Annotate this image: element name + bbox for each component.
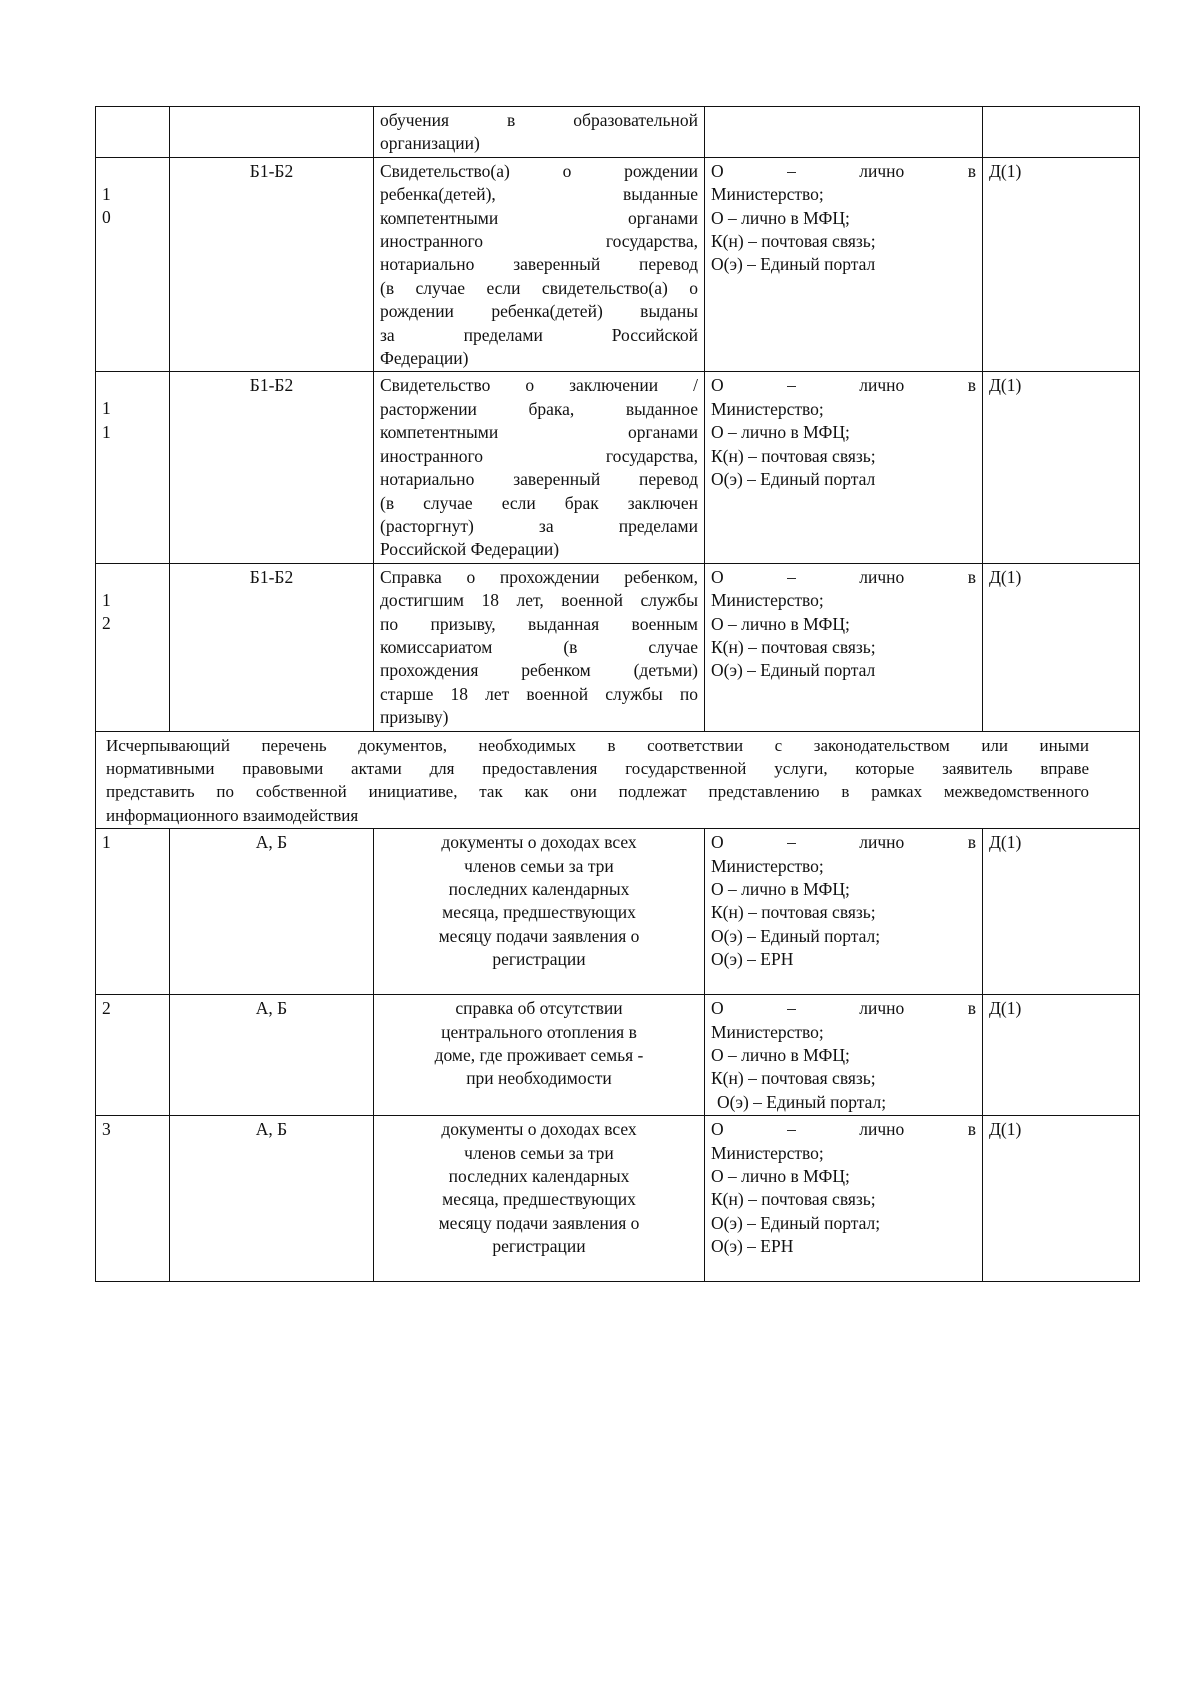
document-line: справка об отсутствии xyxy=(455,998,623,1019)
document-line: прохождения ребенком (детьми) xyxy=(380,660,698,681)
submission-method-line: Министерство; xyxy=(711,1021,824,1042)
table-row xyxy=(96,995,1140,1116)
document-line: членов семьи за три xyxy=(464,855,614,876)
submission-method-line: О(э) – Единый портал; xyxy=(711,925,881,946)
row-number-cell xyxy=(96,563,170,731)
section-header-row xyxy=(96,731,1140,829)
row-number-digit: 1 xyxy=(102,183,111,204)
submission-methods-cell xyxy=(705,563,983,731)
documents-table xyxy=(95,106,1140,1282)
result-cell xyxy=(983,107,1140,158)
section-header-cell xyxy=(96,731,1140,829)
document-line: (расторгнут) за пределами xyxy=(380,515,698,536)
submission-method-line: Министерство; xyxy=(711,398,824,419)
document-line: организации) xyxy=(380,133,480,154)
submission-methods-cell xyxy=(705,1116,983,1282)
document-line: ребенка(детей), выданные xyxy=(380,184,698,205)
document-line: месяцу подачи заявления о xyxy=(438,925,640,946)
section-header-line: информационного взаимодействия xyxy=(106,805,359,825)
document-line: месяца, предшествующих xyxy=(442,902,636,923)
submission-method-line: О – лично в xyxy=(711,998,976,1019)
result-cell: Д(1) xyxy=(983,829,1140,995)
submission-methods-cell xyxy=(705,157,983,372)
document-line: по призыву, выданная военным xyxy=(380,613,698,634)
row-number-cell xyxy=(96,107,170,158)
applicant-category-cell: Б1-Б2 xyxy=(170,372,374,563)
result-cell: Д(1) xyxy=(983,995,1140,1116)
document-line: нотариально заверенный перевод xyxy=(380,254,698,275)
applicant-category-cell: Б1-Б2 xyxy=(170,157,374,372)
submission-method-line: О(э) – Единый портал; xyxy=(717,1091,887,1112)
submission-method-line: К(н) – почтовая связь; xyxy=(711,1068,876,1089)
document-line: достигшим 18 лет, военной службы xyxy=(380,590,698,611)
document-line: компетентными органами xyxy=(380,422,698,443)
document-line: обучения в образовательной xyxy=(380,110,698,130)
table-row xyxy=(96,1116,1140,1282)
document-line: призыву) xyxy=(380,707,449,728)
applicant-category-cell: А, Б xyxy=(170,829,374,995)
document-line: рождении ребенка(детей) выданы xyxy=(380,301,698,322)
table-row xyxy=(96,372,1140,563)
document-line: последних календарных xyxy=(448,1166,630,1187)
submission-methods-cell xyxy=(705,829,983,995)
submission-method-line: О – лично в МФЦ; xyxy=(711,207,850,228)
document-name-cell xyxy=(374,1116,705,1282)
document-line: компетентными органами xyxy=(380,207,698,228)
submission-method-line: О(э) – ЕРН xyxy=(711,949,794,970)
submission-method-line: О – лично в xyxy=(711,1119,976,1140)
document-line: расторжении брака, выданное xyxy=(380,398,698,419)
applicant-category-cell: А, Б xyxy=(170,995,374,1116)
submission-method-line: О – лично в МФЦ; xyxy=(711,879,850,899)
submission-method-line: О(э) – ЕРН xyxy=(711,1236,794,1257)
document-line: иностранного государства, xyxy=(380,231,698,252)
submission-method-line: О(э) – Единый портал; xyxy=(711,1212,881,1233)
document-line: (в случае если брак заключен xyxy=(380,492,698,513)
submission-method-line: О – лично в xyxy=(711,375,976,396)
table-row xyxy=(96,157,1140,372)
result-cell: Д(1) xyxy=(983,563,1140,731)
document-line: Свидетельство(а) о рождении xyxy=(380,160,698,181)
submission-methods-cell xyxy=(705,372,983,563)
row-number-cell: 2 xyxy=(96,995,170,1116)
submission-method-line: О – лично в МФЦ; xyxy=(711,422,850,443)
row-number-digit: 1 xyxy=(102,398,111,419)
row-number-cell: 3 xyxy=(96,1116,170,1282)
document-line: старше 18 лет военной службы по xyxy=(380,683,698,704)
submission-method-line: К(н) – почтовая связь; xyxy=(711,902,876,923)
submission-method-line: О(э) – Единый портал xyxy=(711,254,876,275)
document-line: Российской Федерации) xyxy=(380,539,560,560)
document-line: при необходимости xyxy=(466,1068,612,1089)
row-number-digit: 2 xyxy=(102,613,111,634)
document-name-cell xyxy=(374,107,705,158)
row-number-digit: 1 xyxy=(102,421,111,442)
document-line: последних календарных xyxy=(448,879,630,899)
applicant-category-cell xyxy=(170,107,374,158)
submission-methods-cell xyxy=(705,995,983,1116)
submission-method-line: О – лично в xyxy=(711,160,976,181)
document-line: Федерации) xyxy=(380,348,469,369)
table-row xyxy=(96,563,1140,731)
applicant-category-cell: Б1-Б2 xyxy=(170,563,374,731)
document-name-cell xyxy=(374,157,705,372)
document-line: иностранного государства, xyxy=(380,445,698,466)
document-line: Справка о прохождении ребенком, xyxy=(380,566,698,587)
submission-method-line: Министерство; xyxy=(711,590,824,611)
document-name-cell xyxy=(374,995,705,1116)
applicant-category-cell: А, Б xyxy=(170,1116,374,1282)
submission-method-line: О(э) – Единый портал xyxy=(711,660,876,681)
document-line: регистрации xyxy=(492,1236,586,1257)
row-number-digit: 1 xyxy=(102,589,111,610)
submission-method-line: К(н) – почтовая связь; xyxy=(711,231,876,252)
document-line: Свидетельство о заключении / xyxy=(380,375,698,396)
result-cell: Д(1) xyxy=(983,157,1140,372)
document-name-cell xyxy=(374,829,705,995)
document-line: месяца, предшествующих xyxy=(442,1189,636,1210)
document-line: комиссариатом (в случае xyxy=(380,636,698,657)
submission-method-line: О – лично в МФЦ; xyxy=(711,1166,850,1187)
section-header-line: представить по собственной инициативе, так как они подлежат представлению в рамках межведомственного xyxy=(106,782,1089,802)
document-name-cell xyxy=(374,563,705,731)
row-number-cell xyxy=(96,157,170,372)
submission-method-line: О – лично в МФЦ; xyxy=(711,613,850,634)
result-cell: Д(1) xyxy=(983,372,1140,563)
submission-methods-cell xyxy=(705,107,983,158)
row-number-cell: 1 xyxy=(96,829,170,995)
section-header-line: Исчерпывающий перечень документов, необходимых в соответствии с законодательством или иными xyxy=(106,735,1089,755)
submission-method-line: Министерство; xyxy=(711,855,824,876)
submission-method-line: К(н) – почтовая связь; xyxy=(711,636,876,657)
submission-method-line: О – лично в МФЦ; xyxy=(711,1045,850,1065)
document-line: членов семьи за три xyxy=(464,1142,614,1163)
document-line: за пределами Российской xyxy=(380,324,698,345)
submission-method-line: Министерство; xyxy=(711,184,824,205)
row-number-digit: 0 xyxy=(102,207,111,228)
table-row xyxy=(96,107,1140,158)
table-row xyxy=(96,829,1140,995)
document-line: нотариально заверенный перевод xyxy=(380,469,698,490)
submission-method-line: Министерство; xyxy=(711,1142,824,1163)
document-line: доме, где проживает семья - xyxy=(434,1045,644,1065)
section-header-line: нормативными правовыми актами для предоставления государственной услуги, которые заявитель вправе xyxy=(106,758,1089,778)
document-line: регистрации xyxy=(492,949,586,970)
document-line: месяцу подачи заявления о xyxy=(438,1212,640,1233)
document-name-cell xyxy=(374,372,705,563)
result-cell: Д(1) xyxy=(983,1116,1140,1282)
row-number-cell xyxy=(96,372,170,563)
submission-method-line: О – лично в xyxy=(711,566,976,587)
document-line: документы о доходах всех xyxy=(441,1119,637,1140)
submission-method-line: К(н) – почтовая связь; xyxy=(711,445,876,466)
document-line: документы о доходах всех xyxy=(441,832,637,853)
submission-method-line: О – лично в xyxy=(711,832,976,853)
submission-method-line: К(н) – почтовая связь; xyxy=(711,1189,876,1210)
document-line: (в случае если свидетельство(а) о xyxy=(380,277,698,298)
document-line: центрального отопления в xyxy=(441,1021,637,1042)
submission-method-line: О(э) – Единый портал xyxy=(711,469,876,490)
